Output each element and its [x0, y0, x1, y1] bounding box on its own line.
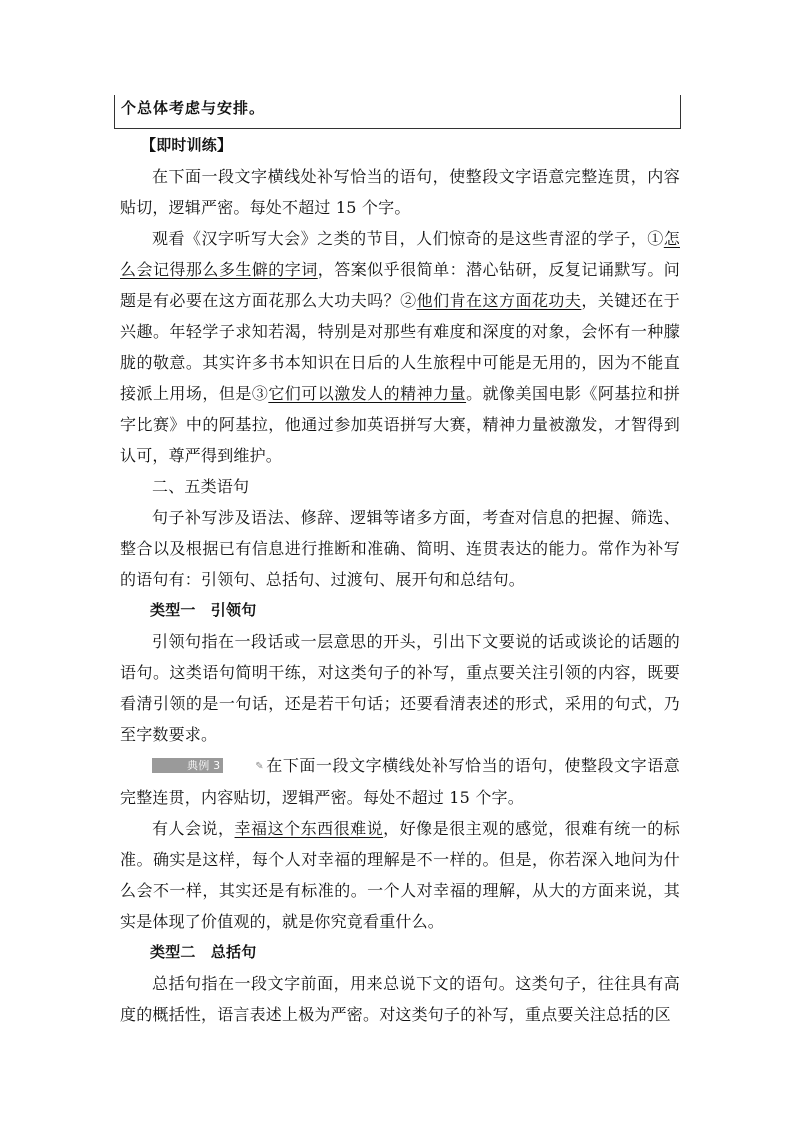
example3-passage — [120, 813, 680, 937]
pen-icon: ✎ — [255, 761, 264, 772]
section-intro: 句子补写涉及语法、修辞、逻辑等诸多方面，考查对信息的把握、筛选、整合以及根据已有信息进行推断和准确、简明、连贯表达的能力。常作为补写的语句有：引领句、总括句、过渡句、展开句和总结句。 — [120, 508, 680, 589]
type1-heading: 类型一 引领句 — [150, 601, 257, 619]
example3-instruction — [120, 750, 680, 813]
example-text-2: ，好像是很主观的感觉，很难有统一的标准。确实是这样，每个人对幸福的理解是不一样的。但是，你若深入地问为什么会不一样，其实还是有标准的。一个人对幸福的理解，从大的方面来说，其实是体现了价值观的，就是你究竟看重什么。 — [120, 819, 680, 931]
exercise-passage — [120, 223, 680, 471]
example-answer-blank: 幸福这个东西很难说 — [234, 819, 384, 838]
passage-text-3: ，关键还在于兴趣。年轻学子求知若渴，特别是对那些有难度和深度的对象，会怀有一种朦胧的敬意。其实许多书本知识在日后的人生旅程中可能是无用的，因为不能直接派上用场，但是③ — [120, 291, 680, 403]
answer-blank-1: 怎么会记得那么多生僻的字词 — [120, 229, 680, 279]
content-body — [120, 130, 680, 1030]
answer-blank-2: 他们肯在这方面花功夫 — [416, 291, 582, 310]
passage-text-4: 。就像美国电影《阿基拉和拼字比赛》中的阿基拉，他通过参加英语拼写大赛，精神力量被激发，才智得到认可，尊严得到维护。 — [120, 384, 680, 465]
passage-text-1: 观看《汉字听写大会》之类的节目，人们惊奇的是这些青涩的学子，① — [152, 229, 664, 248]
example-text-1: 有人会说， — [152, 819, 235, 838]
passage-text-2: ，答案似乎很简单：潜心钻研，反复记诵默写。问题是有必要在这方面花那么大功夫吗？② — [120, 260, 680, 310]
previous-content-box — [114, 95, 681, 129]
example-instruction-text: 在下面一段文字横线处补写恰当的语句，使整段文字语意完整连贯，内容贴切，逻辑严密。每处不超过 15 个字。 — [120, 756, 680, 807]
type2-description: 总括句指在一段文字前面，用来总说下文的语句。这类句子，往往具有高度的概括性，语言表述上极为严密。对这类句子的补写，重点要关注总括的区 — [120, 974, 680, 1024]
section-heading: 二、五类语句 — [152, 477, 250, 496]
answer-blank-3: 它们可以激发人的精神力量 — [268, 384, 467, 403]
type1-description: 引领句指在一段话或一层意思的开头，引出下文要说的话或谈论的话题的语句。这类语句简明干练，对这类句子的补写，重点要关注引领的内容，既要看清引领的是一句话，还是若干句话；还要看清表述的形式，采用的句式，乃至字数要求。 — [120, 632, 680, 744]
exercise-instruction: 在下面一段文字横线处补写恰当的语句，使整段文字语意完整连贯，内容贴切，逻辑严密。每处不超过 15 个字。 — [120, 167, 680, 217]
exercise-heading: 【即时训练】 — [141, 136, 233, 154]
type2-heading: 类型二 总括句 — [150, 943, 257, 961]
example-badge: 典例 3 — [152, 758, 223, 773]
box-text: 个总体考虑与安排。 — [121, 99, 266, 117]
